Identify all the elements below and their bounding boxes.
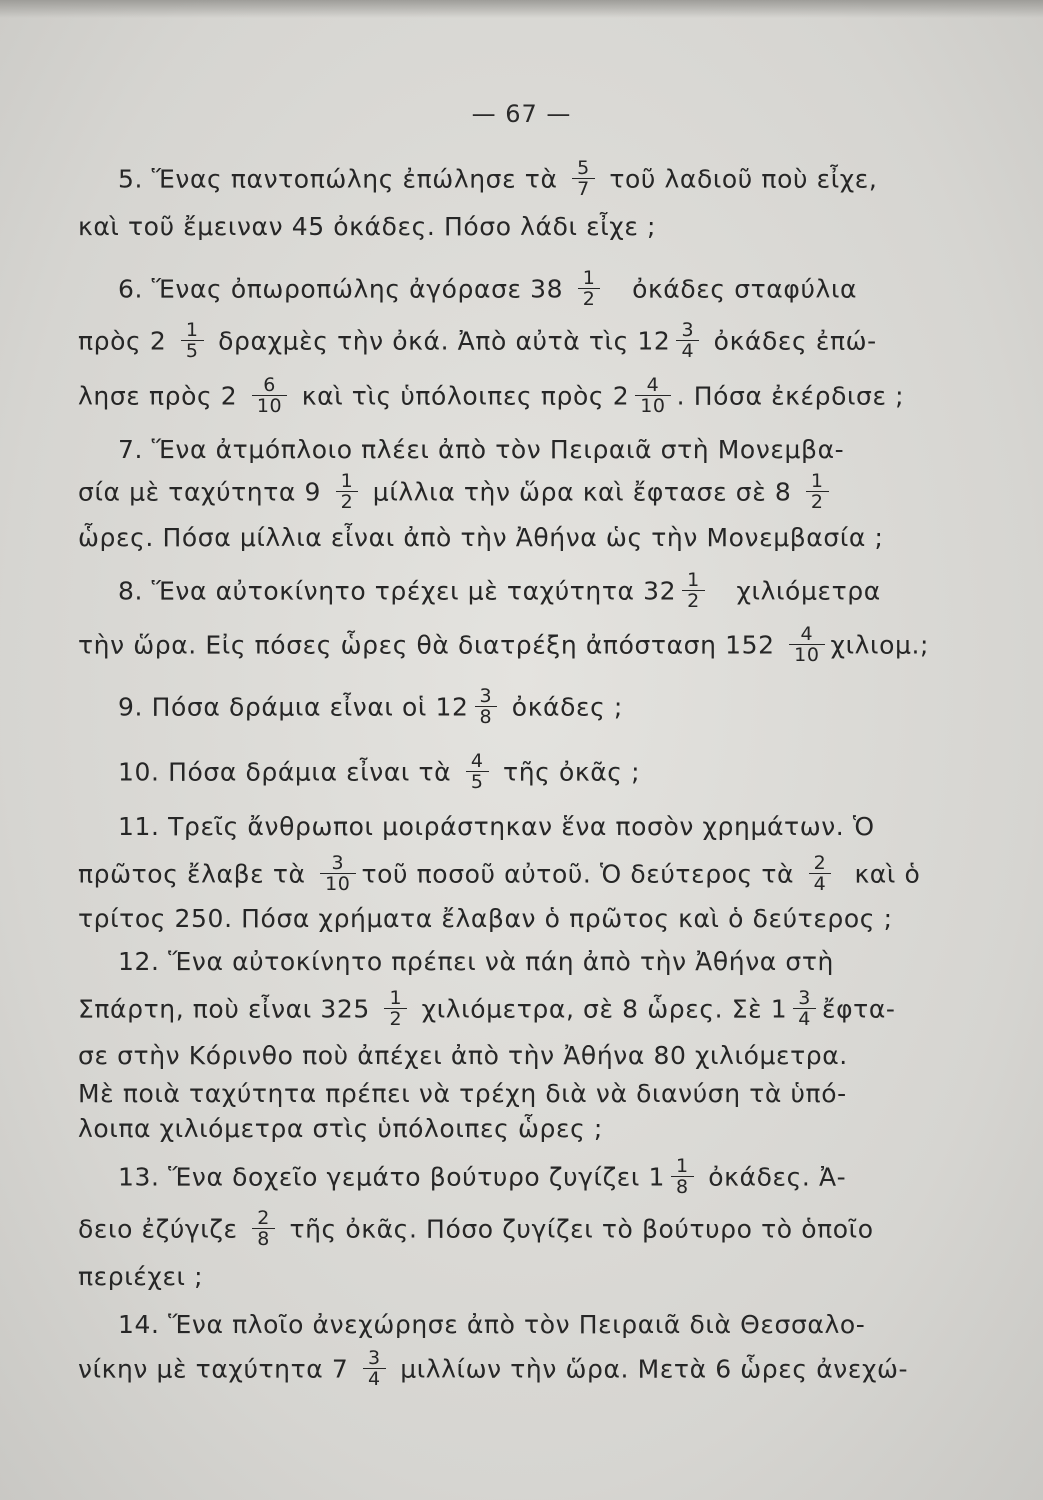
text-line [118,750,641,794]
text-run: ὧρες. Πόσα μίλλια εἶναι ἀπὸ τὴν Ἀθήνα ὡς τὴν Μονεμβασία ; [78,523,884,552]
fraction-numerator: 3 [676,320,699,341]
text-run: . Πόσα ἐκέρδισε ; [676,381,905,411]
text-run: 13. Ἕνα δοχεῖο γεμάτο βούτυρο ζυγίζει 1 [118,1162,666,1192]
fraction-numerator: 1 [671,1156,694,1177]
fraction [809,853,832,894]
text-line [78,987,896,1031]
text-run: 9. Πόσα δράμια εἶναι οἱ 12 [118,692,469,722]
fraction-numerator: 3 [363,1348,386,1369]
text-run: 11. Τρεῖς ἄνθρωποι μοιράστηκαν ἕνα ποσὸν χρημάτων. Ὁ [118,812,875,841]
text-run: 10. Πόσα δράμια εἶναι τὰ [118,757,460,787]
text-run: τῆς ὀκᾶς. Πόσο ζυγίζει τὸ βούτυρο τὸ ὁποῖο [280,1214,874,1244]
fraction-numerator: 1 [578,268,601,289]
text-run: χιλιομ.; [830,630,930,660]
fraction-denominator: 8 [479,706,493,728]
text-line [118,569,881,613]
text-line [118,685,623,729]
fraction-denominator: 4 [367,1368,381,1390]
fraction-numerator: 3 [320,853,355,874]
text-run: δειο ἐζύγιζε [78,1214,247,1244]
fraction-denominator: 7 [577,178,590,200]
text-run: 14. Ἕνα πλοῖο ἀνεχώρησε ἀπὸ τὸν Πειραιᾶ διὰ Θεσσαλο- [118,1310,866,1339]
fraction [252,1208,275,1249]
fraction-numerator: 1 [181,320,204,341]
text-run: δραχμὲς τὴν ὀκά. Ἀπὸ αὐτὰ τὶς 12 [209,326,671,356]
text-run: Σπάρτη, ποὺ εἶναι 325 [78,994,379,1024]
fraction [336,471,359,512]
text-line [78,319,877,363]
fraction-numerator: 5 [572,158,595,179]
text-run: νίκην μὲ ταχύτητα 7 [78,1354,357,1384]
text-line [118,945,834,979]
text-run: ὀκάδες ; [503,692,623,722]
text-line [78,521,884,555]
fraction [384,988,407,1029]
fraction [475,686,498,727]
fraction [320,853,355,894]
fraction-numerator: 1 [336,471,359,492]
text-run: τοῦ λαδιοῦ ποὺ εἶχε, [600,164,878,194]
text-run: 6. Ἕνας ὀπωροπώλης ἀγόρασε 38 [118,274,572,304]
text-line [78,1207,874,1251]
text-run: καὶ τοῦ ἔμειναν 45 ὀκάδες. Πόσο λάδι εἶχε ; [78,212,657,241]
fraction-numerator: 3 [475,686,498,707]
fraction [363,1348,386,1389]
text-line [78,623,930,667]
text-line [78,1260,203,1294]
text-line [118,1308,865,1342]
fraction-denominator: 2 [340,491,354,513]
text-line [78,470,835,514]
fraction-denominator: 10 [325,873,351,895]
text-run: περιέχει ; [78,1262,204,1291]
fraction [676,320,699,361]
text-run: χιλιόμετρα, σὲ 8 ὧρες. Σὲ 1 [413,994,788,1024]
text-run: λησε πρὸς 2 [78,381,246,411]
text-line [118,810,875,844]
fraction-numerator: 1 [682,570,705,591]
fraction-denominator: 8 [257,1228,270,1250]
fraction-numerator: 6 [252,375,287,396]
text-run: χιλιόμετρα [710,576,881,606]
fraction [789,624,824,665]
fraction-numerator: 4 [789,624,824,645]
text-run: ὀκάδες σταφύλια [606,274,858,304]
fraction [635,375,670,416]
fraction-denominator: 2 [582,288,596,310]
fraction-numerator: 4 [466,751,489,772]
text-run: 5. Ἕνας παντοπώλης ἐπώλησε τὰ [118,164,567,194]
fraction-numerator: 2 [252,1208,275,1229]
text-line [78,1347,909,1391]
page-number: — 67 — [471,100,572,128]
fraction [466,751,489,792]
text-run: τρίτος 250. Πόσα χρήματα ἔλαβαν ὁ πρῶτος καὶ ὁ δεύτερος ; [78,904,893,933]
page-edge-shadow [0,0,1043,18]
text-run: μίλλια τὴν ὥρα καὶ ἔφτασε σὲ 8 [364,477,800,507]
fraction [572,158,595,199]
text-run: 8. Ἕνα αὐτοκίνητο τρέχει μὲ ταχύτητα 32 [118,576,677,606]
text-run: τὴν ὥρα. Εἰς πόσες ὧρες θὰ διατρέξη ἀπόσταση 152 [78,630,784,660]
fraction-denominator: 4 [798,1008,811,1030]
fraction-denominator: 2 [810,491,824,513]
text-run: 7. Ἕνα ἀτμόπλοιο πλέει ἀπὸ τὸν Πειραιᾶ στὴ Μονεμβα- [118,435,845,464]
text-run: Μὲ ποιὰ ταχύτητα πρέπει νὰ τρέχη διὰ νὰ διανύση τὰ ὑπό- [78,1079,847,1108]
fraction-numerator: 2 [809,853,832,874]
fraction [682,570,705,611]
fraction-denominator: 5 [185,340,199,362]
text-run: λοιπα χιλιόμετρα στὶς ὑπόλοιπες ὧρες ; [78,1114,603,1143]
fraction [578,268,601,309]
fraction-denominator: 8 [676,1176,689,1198]
fraction [806,471,829,512]
fraction-denominator: 10 [256,395,283,417]
text-line [78,1077,847,1111]
text-line [78,1112,603,1146]
fraction-denominator: 2 [687,590,700,612]
text-run: πρῶτος ἔλαβε τὰ [78,859,315,889]
fraction-denominator: 4 [813,873,827,895]
text-run: ὀκάδες. Ἀ- [699,1162,847,1192]
text-line [78,210,656,244]
text-line [118,267,858,311]
fraction-denominator: 4 [681,340,695,362]
fraction [671,1156,694,1197]
fraction-numerator: 4 [635,375,670,396]
fraction-denominator: 10 [640,395,666,417]
text-run: ἔφτα- [821,994,896,1024]
text-line [78,1039,848,1073]
text-run: καὶ ὁ [837,859,921,889]
fraction [793,988,816,1029]
fraction-denominator: 2 [389,1008,403,1030]
fraction-numerator: 3 [793,988,816,1009]
text-run: τῆς ὀκᾶς ; [494,757,641,787]
text-run: σε στὴν Κόρινθο ποὺ ἀπέχει ἀπὸ τὴν Ἀθήνα 80 χιλιόμετρα. [78,1041,848,1070]
text-run: πρὸς 2 [78,326,175,356]
fraction-denominator: 5 [470,771,484,793]
fraction-numerator: 1 [806,471,829,492]
text-run: καὶ τὶς ὑπόλοιπες πρὸς 2 [293,381,630,411]
text-line [118,157,878,201]
text-run: τοῦ ποσοῦ αὐτοῦ. Ὁ δεύτερος τὰ [361,859,803,889]
text-run: μιλλίων τὴν ὥρα. Μετὰ 6 ὧρες ἀνεχώ- [391,1354,909,1384]
fraction [252,375,287,416]
text-line [118,433,844,467]
text-line [78,902,893,936]
text-line [78,374,905,418]
text-line [78,852,921,896]
text-run: 12. Ἕνα αὐτοκίνητο πρέπει νὰ πάη ἀπὸ τὴν Ἀθήνα στὴ [118,947,834,976]
text-run: ὀκάδες ἐπώ- [705,326,877,356]
text-line [118,1155,847,1199]
fraction [181,320,204,361]
text-run: σία μὲ ταχύτητα 9 [78,477,330,507]
fraction-denominator: 10 [794,644,820,666]
fraction-numerator: 1 [384,988,407,1009]
